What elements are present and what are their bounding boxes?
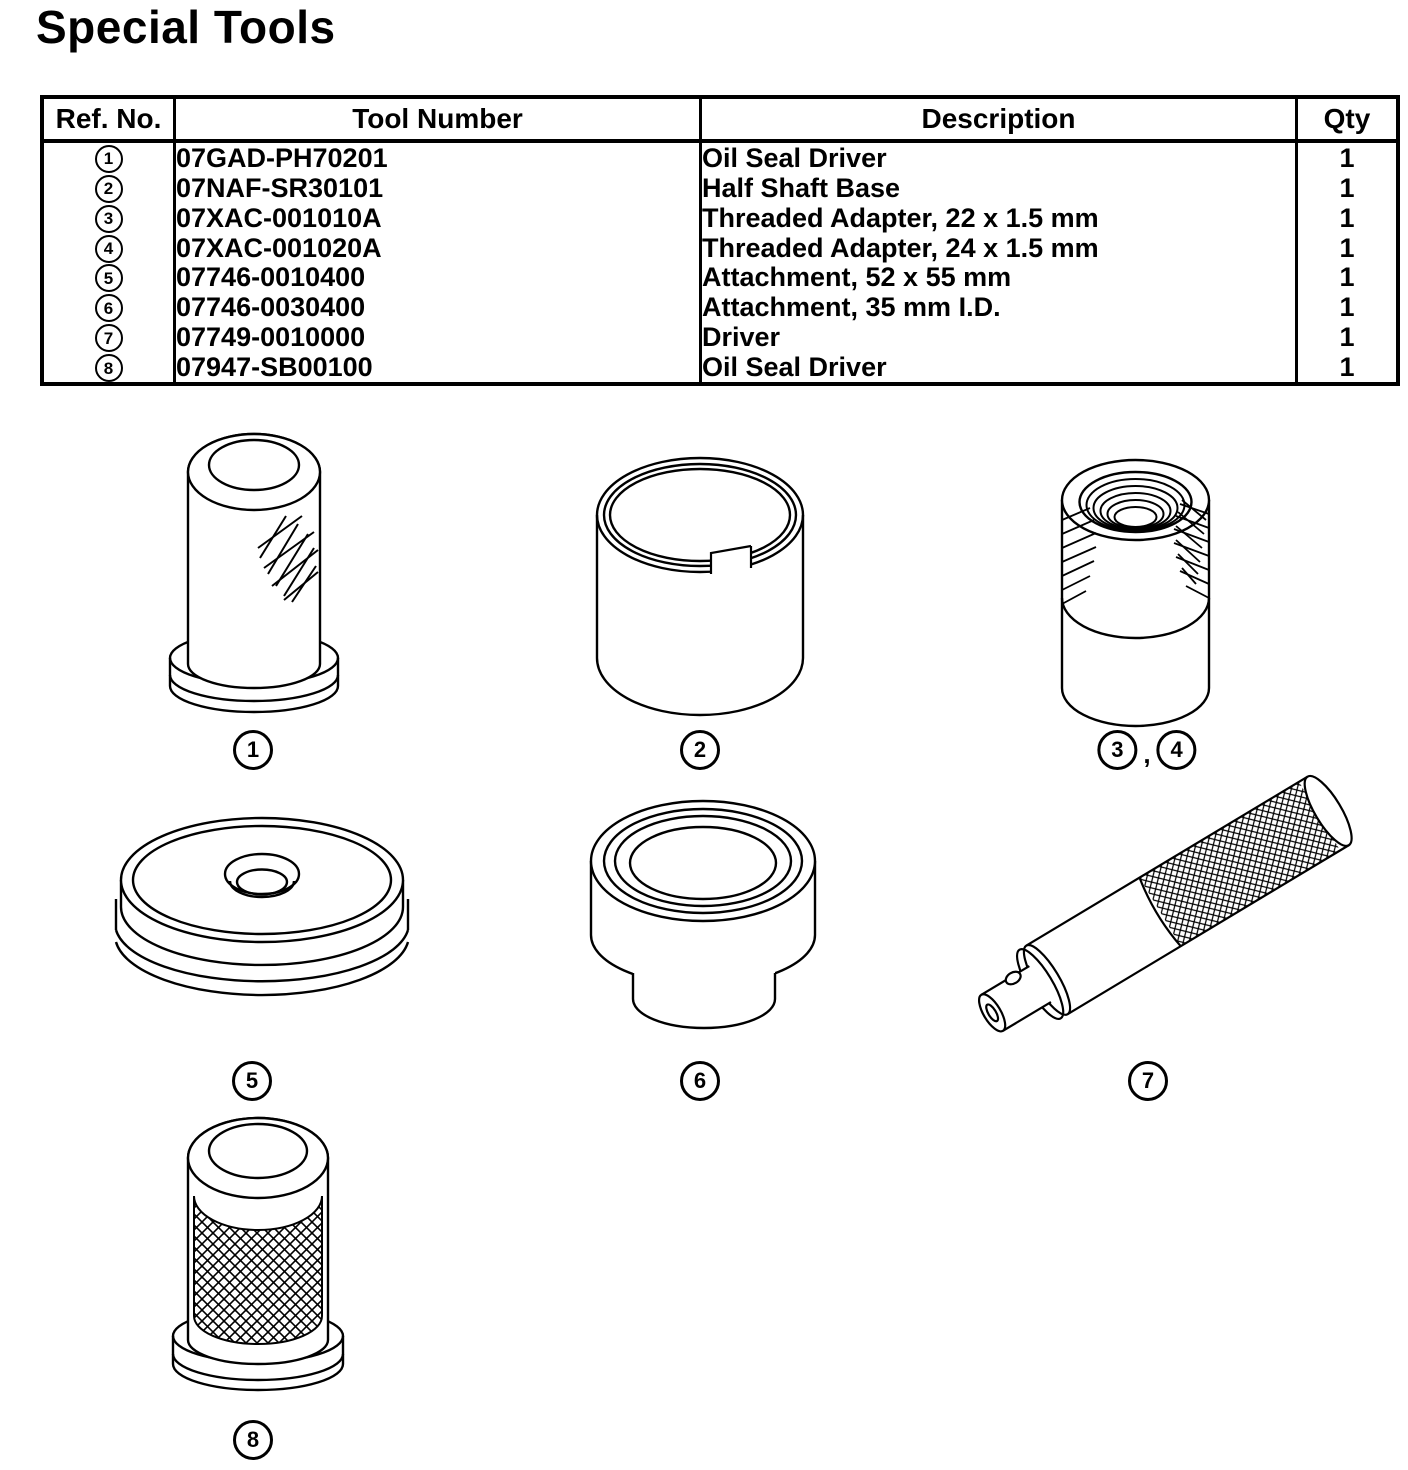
description-cell: Oil Seal Driver [701,352,1297,384]
figure-label-1 [233,730,273,770]
figure-label-5 [232,1061,272,1101]
description-cell: Threaded Adapter, 24 x 1.5 mm [701,233,1297,263]
description-cell: Threaded Adapter, 22 x 1.5 mm [701,203,1297,233]
table-row [42,263,1398,293]
table-row [42,203,1398,233]
tool-drawing-1 [168,428,340,730]
circled-number: 5 [95,264,123,292]
ref-cell [42,203,175,233]
tool-drawing-6 [583,783,823,1048]
figure-label-8 [233,1420,273,1460]
ref-cell [42,173,175,203]
figure-oil-seal-driver-8 [158,1112,358,1402]
qty-cell: 1 [1339,322,1355,353]
table-row [42,173,1398,203]
circled-number-7: 7 [1128,1061,1168,1101]
table-row [42,141,1398,173]
description-cell: Oil Seal Driver [701,141,1297,173]
circled-number-8: 8 [233,1420,273,1460]
circled-number-5: 5 [232,1061,272,1101]
table-header-row [42,97,1398,141]
circled-number: 6 [95,294,123,322]
table-row [42,322,1398,352]
description-cell: Driver [701,322,1297,352]
circled-number-3: 3 [1097,730,1137,770]
circled-number: 3 [95,205,123,233]
qty-cell: 1 [1339,142,1355,173]
table-row [42,233,1398,263]
figure-label-7 [1128,1061,1168,1101]
qty-cell: 1 [1339,232,1355,263]
tool-drawing-2 [583,443,817,743]
tool-number-cell: 07947-SB00100 [175,352,701,384]
table-row [42,352,1398,384]
qty-cell: 1 [1339,262,1355,293]
description-cell: Attachment, 35 mm I.D. [701,292,1297,322]
ref-cell [42,352,175,384]
tool-number-cell: 07746-0010400 [175,263,701,293]
figure-label-2 [680,730,720,770]
header-tool-number: Tool Number [175,97,701,141]
header-qty: Qty [1297,97,1399,141]
description-cell: Attachment, 52 x 55 mm [701,263,1297,293]
tool-number-cell: 07749-0010000 [175,322,701,352]
ref-cell [42,141,175,173]
qty-cell: 1 [1339,202,1355,233]
figure-oil-seal-driver-1 [168,428,340,730]
ref-cell [42,292,175,322]
circled-number: 7 [95,324,123,352]
tool-number-cell: 07NAF-SR30101 [175,173,701,203]
tool-number-cell: 07GAD-PH70201 [175,141,701,173]
header-ref-no: Ref. No. [42,97,175,141]
tool-drawing-8 [158,1112,358,1402]
special-tools-table [40,95,1400,386]
tool-drawing-3-4 [1048,448,1223,738]
ref-cell [42,322,175,352]
tool-number-cell: 07XAC-001010A [175,203,701,233]
page-title: Special Tools [36,1,336,53]
circled-number-2: 2 [680,730,720,770]
figure-threaded-adapter [1048,448,1223,738]
circled-number: 1 [95,145,123,173]
qty-cell: 1 [1339,352,1355,383]
circled-number: 8 [95,354,123,382]
circled-number-1: 1 [233,730,273,770]
ref-cell [42,263,175,293]
qty-cell: 1 [1339,172,1355,203]
circled-number-4: 4 [1157,730,1197,770]
tool-number-cell: 07XAC-001020A [175,233,701,263]
figure-attachment-52x55 [112,795,412,1020]
circled-number-6: 6 [680,1061,720,1101]
qty-cell: 1 [1339,292,1355,323]
figure-label-6 [680,1061,720,1101]
tool-drawing-7 [925,745,1385,1055]
tool-number-cell: 07746-0030400 [175,292,701,322]
figure-attachment-35mm [583,783,823,1048]
circled-number: 4 [95,235,123,263]
circled-number: 2 [95,175,123,203]
figure-driver-handle [925,745,1385,1055]
header-description: Description [701,97,1297,141]
ref-cell [42,233,175,263]
label-separator: , [1143,739,1151,769]
description-cell: Half Shaft Base [701,173,1297,203]
table-row [42,292,1398,322]
tool-drawing-5 [112,795,412,1020]
figure-half-shaft-base [583,443,817,743]
